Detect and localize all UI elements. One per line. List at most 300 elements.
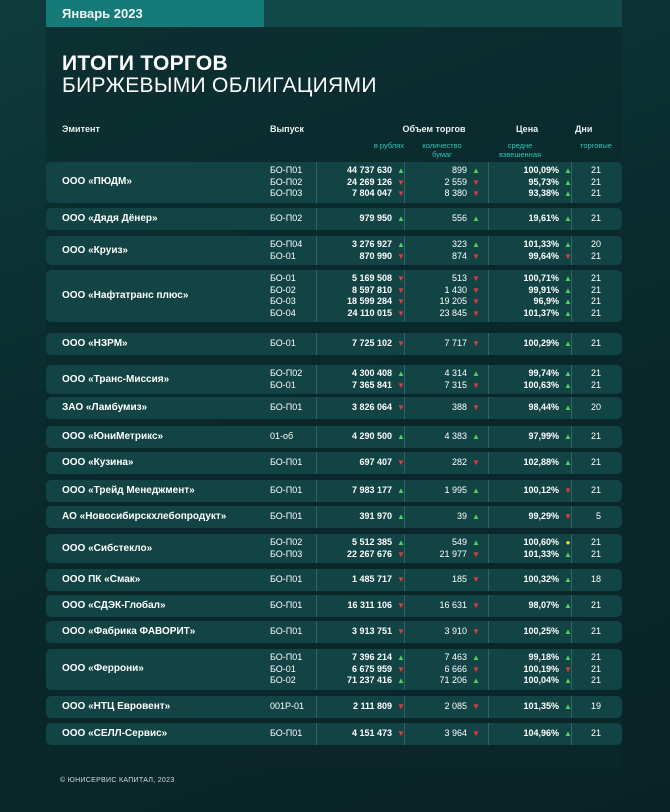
weighted-price-value: 96,9% [533, 296, 559, 306]
arrow-up-icon: ▲ [397, 538, 405, 547]
volume-qty [406, 664, 481, 675]
issue-code [270, 485, 302, 496]
weighted-price [490, 675, 573, 686]
volume-rub [318, 728, 406, 739]
volume-qty [406, 285, 481, 296]
trading-days [573, 485, 601, 496]
issue-code [270, 701, 304, 712]
weighted-price [490, 285, 573, 296]
issue-code [270, 213, 302, 224]
column-divider [488, 397, 489, 419]
issue-code [270, 574, 302, 585]
volume-qty [406, 574, 481, 585]
header-issuer: Эмитент [62, 124, 100, 134]
column-divider [316, 236, 317, 265]
volume-qty [406, 652, 481, 663]
volume-qty [406, 537, 481, 548]
arrow-up-icon: ▲ [397, 214, 405, 223]
trading-days-value: 20 [590, 239, 601, 249]
column-divider [316, 208, 317, 230]
arrow-up-icon: ▲ [397, 166, 405, 175]
arrow-up-icon: ▲ [564, 432, 572, 441]
weighted-price-value: 101,35% [523, 701, 559, 711]
volume-rub [318, 701, 406, 712]
volume-rub-value: 697 407 [359, 457, 392, 467]
issue-code [270, 511, 302, 522]
volume-qty [406, 511, 481, 522]
table-row [46, 236, 622, 265]
volume-qty [406, 549, 481, 560]
volume-rub-value: 870 990 [359, 250, 392, 261]
issuer-name: ООО «Феррони» [62, 663, 144, 675]
table-row [46, 595, 622, 617]
volume-qty-value: 7 315 [444, 379, 467, 390]
arrow-down-icon: ▼ [472, 403, 480, 412]
volume-rub-value: 4 300 408 [351, 368, 392, 378]
volume-rub-value: 5 169 508 [351, 273, 392, 283]
volume-rub-value: 24 110 015 [347, 307, 392, 318]
weighted-price-value: 101,37% [523, 307, 559, 318]
header-price-sub: средне взвешенная [498, 141, 542, 159]
issue-code-value: БО-01 [270, 663, 296, 674]
volume-rub [318, 664, 406, 675]
volume-qty-value: 513 [451, 273, 467, 283]
arrow-down-icon: ▼ [397, 177, 405, 187]
volume-qty-value: 549 [451, 537, 467, 547]
issue-code [270, 664, 296, 675]
issuer-name: ООО «ПЮДМ» [62, 176, 132, 188]
trading-days-value: 21 [590, 457, 601, 467]
weighted-price-value: 100,12% [523, 485, 559, 495]
issue-code [270, 165, 302, 176]
arrow-down-icon: ▼ [472, 339, 480, 348]
trading-days [573, 273, 601, 284]
volume-qty-value: 4 383 [444, 431, 467, 441]
issuer-name: АО «Новосибирскхлебопродукт» [62, 511, 227, 522]
trading-days-value: 20 [590, 402, 601, 412]
issue-code-value: БО-01 [270, 379, 296, 390]
issue-code-value: БО-П02 [270, 368, 303, 378]
column-divider [488, 480, 489, 502]
volume-qty-value: 323 [451, 239, 467, 249]
issue-code [270, 251, 296, 262]
trading-days-value: 21 [590, 176, 601, 187]
table-row [46, 506, 622, 528]
weighted-price [490, 728, 573, 739]
trading-days [573, 511, 601, 522]
column-divider [488, 452, 489, 474]
issue-code-value: БО-П01 [270, 652, 303, 662]
weighted-price [490, 549, 573, 560]
arrow-down-icon: ▼ [472, 702, 480, 711]
header-volume-qty: количество бумаг [422, 141, 462, 159]
volume-qty-value: 3 964 [444, 728, 467, 738]
weighted-price-value: 100,04% [523, 675, 559, 685]
trading-days [573, 457, 601, 468]
trading-days [573, 165, 601, 176]
arrow-down-icon: ▼ [397, 549, 405, 559]
trading-days [573, 213, 601, 224]
weighted-price [490, 273, 573, 284]
arrow-down-icon: ▼ [397, 627, 405, 636]
issue-code-value: БО-01 [270, 273, 296, 283]
arrow-up-icon: ▲ [397, 369, 405, 378]
arrow-down-icon: ▼ [472, 627, 480, 636]
arrow-down-icon: ▼ [472, 297, 480, 306]
column-divider [316, 534, 317, 563]
volume-qty-value: 7 463 [444, 652, 467, 662]
volume-rub [318, 537, 406, 548]
issue-code-value: БО-02 [270, 284, 296, 295]
volume-qty [406, 457, 481, 468]
column-divider [316, 480, 317, 502]
volume-qty [406, 239, 481, 250]
weighted-price-value: 99,29% [528, 511, 559, 521]
issue-code-value: БО-П01 [270, 728, 303, 738]
column-divider [316, 621, 317, 643]
weighted-price-value: 100,60% [523, 537, 559, 547]
volume-qty-value: 1 995 [444, 485, 467, 495]
volume-qty-value: 282 [451, 457, 467, 467]
trading-days-value: 21 [590, 307, 601, 318]
issue-code [270, 537, 302, 548]
trading-days-value: 21 [590, 485, 601, 495]
table-row [46, 333, 622, 355]
volume-qty-value: 6 666 [444, 663, 467, 674]
column-divider [488, 236, 489, 265]
arrow-down-icon: ▼ [397, 308, 405, 318]
volume-rub-value: 979 950 [359, 213, 392, 223]
header-days: Дни [575, 124, 593, 134]
volume-rub [318, 165, 406, 176]
arrow-up-icon: ▲ [564, 549, 572, 559]
weighted-price [490, 239, 573, 250]
column-divider [316, 569, 317, 591]
volume-qty [406, 600, 481, 611]
volume-rub [318, 251, 406, 262]
volume-qty-value: 556 [451, 213, 467, 223]
arrow-down-icon: ▼ [472, 380, 480, 390]
footer-copyright: © ЮНИСЕРВИС КАПИТАЛ, 2023 [60, 777, 175, 784]
column-divider [488, 534, 489, 563]
weighted-price-value: 19,61% [528, 213, 559, 223]
arrow-down-icon: ▼ [472, 308, 480, 318]
column-divider [316, 506, 317, 528]
issue-code-value: БО-02 [270, 675, 296, 685]
issue-code-value: БО-П02 [270, 213, 303, 223]
column-divider [488, 365, 489, 394]
arrow-up-icon: ▲ [564, 627, 572, 636]
issue-code-value: БО-П01 [270, 165, 303, 175]
volume-qty [406, 402, 481, 413]
weighted-price [490, 251, 573, 262]
arrow-down-icon: ▼ [472, 189, 480, 198]
trading-days-value: 21 [590, 652, 601, 662]
arrow-down-icon: ▼ [472, 274, 480, 283]
trading-days [573, 626, 601, 637]
weighted-price-value: 100,32% [523, 574, 559, 584]
header-volume: Объем торгов [402, 124, 466, 134]
column-divider [488, 426, 489, 448]
arrow-down-icon: ▼ [472, 251, 480, 261]
volume-qty-value: 23 845 [439, 307, 467, 318]
trading-days-value: 21 [590, 626, 601, 636]
volume-qty [406, 728, 481, 739]
weighted-price [490, 664, 573, 675]
column-divider [316, 333, 317, 355]
volume-rub [318, 368, 406, 379]
trading-days-value: 21 [590, 338, 601, 348]
volume-rub [318, 188, 406, 199]
arrow-up-icon: ▲ [397, 653, 405, 662]
table-row [46, 649, 622, 690]
arrow-down-icon: ▼ [397, 297, 405, 306]
trading-days [573, 549, 601, 560]
table-row [46, 162, 622, 203]
arrow-up-icon: ▲ [564, 189, 572, 198]
header-volume-rub: в рублях [373, 141, 404, 150]
arrow-down-icon: ▼ [397, 702, 405, 711]
issue-code-value: БО-П01 [270, 626, 303, 636]
weighted-price [490, 600, 573, 611]
arrow-up-icon: ▲ [564, 214, 572, 223]
weighted-price [490, 296, 573, 307]
arrow-up-icon: ▲ [472, 369, 480, 378]
table-row [46, 208, 622, 230]
arrow-down-icon: ▼ [397, 380, 405, 390]
weighted-price-value: 100,19% [523, 663, 559, 674]
issuer-name: ООО «Транс-Миссия» [62, 373, 170, 385]
arrow-up-icon: ▲ [564, 297, 572, 306]
page-subtitle: БИРЖЕВЫМИ ОБЛИГАЦИЯМИ [62, 74, 377, 97]
volume-rub [318, 338, 406, 349]
arrow-down-icon: ▼ [397, 274, 405, 283]
trading-days-value: 21 [590, 548, 601, 559]
column-divider [316, 723, 317, 745]
weighted-price-value: 100,29% [523, 338, 559, 348]
arrow-down-icon: ▼ [472, 601, 480, 610]
table-row [46, 569, 622, 591]
column-divider [316, 397, 317, 419]
weighted-price-value: 93,38% [528, 188, 559, 198]
trading-days [573, 701, 601, 712]
volume-rub-value: 8 597 810 [351, 284, 392, 295]
arrow-up-icon: ▲ [397, 676, 405, 685]
arrow-down-icon: ▼ [564, 486, 572, 495]
weighted-price [490, 485, 573, 496]
weighted-price [490, 368, 573, 379]
issue-code [270, 188, 302, 199]
weighted-price-value: 98,44% [528, 402, 559, 412]
column-divider [488, 506, 489, 528]
arrow-up-icon: ▲ [564, 702, 572, 711]
volume-rub [318, 285, 406, 296]
column-divider [316, 649, 317, 690]
volume-rub [318, 549, 406, 560]
volume-rub-value: 1 485 717 [351, 574, 392, 584]
arrow-up-icon: ▲ [564, 601, 572, 610]
arrow-down-icon: ▼ [472, 729, 480, 738]
issue-code-value: 01-об [270, 431, 294, 441]
arrow-down-icon: ▼ [472, 285, 480, 295]
volume-rub-value: 44 737 630 [346, 165, 392, 175]
column-divider [316, 452, 317, 474]
weighted-price-value: 101,33% [523, 239, 559, 249]
weighted-price-value: 95,73% [528, 176, 559, 187]
page-title: ИТОГИ ТОРГОВ [62, 52, 228, 75]
table-row [46, 534, 622, 563]
volume-qty [406, 701, 481, 712]
issue-code-value: БО-П01 [270, 511, 303, 521]
arrow-down-icon: ▼ [564, 664, 572, 674]
column-divider [316, 696, 317, 718]
column-divider [316, 426, 317, 448]
arrow-up-icon: ▲ [564, 166, 572, 175]
arrow-up-icon: ▲ [564, 274, 572, 283]
volume-rub [318, 273, 406, 284]
table-row [46, 480, 622, 502]
volume-qty-value: 899 [451, 165, 467, 175]
issuer-name: ООО «СЕЛЛ-Сервис» [62, 728, 168, 739]
volume-rub-value: 16 311 106 [347, 600, 392, 610]
volume-qty [406, 165, 481, 176]
column-divider [316, 270, 317, 322]
arrow-down-icon: ▼ [397, 403, 405, 412]
arrow-down-icon: ▼ [397, 285, 405, 295]
trading-days-value: 21 [590, 431, 601, 441]
volume-rub-value: 7 983 177 [351, 485, 392, 495]
trading-days-value: 21 [590, 379, 601, 390]
arrow-up-icon: ▲ [472, 538, 480, 547]
weighted-price [490, 626, 573, 637]
volume-rub [318, 239, 406, 250]
issue-code-value: БО-П02 [270, 176, 303, 187]
volume-rub [318, 457, 406, 468]
volume-qty [406, 380, 481, 391]
arrow-down-icon: ▼ [397, 601, 405, 610]
column-divider [488, 621, 489, 643]
arrow-down-icon: ▼ [397, 575, 405, 584]
arrow-down-icon: ▼ [472, 549, 480, 559]
volume-rub-value: 4 151 473 [351, 728, 392, 738]
trading-days [573, 285, 601, 296]
arrow-up-icon: ▲ [472, 512, 480, 521]
column-divider [488, 595, 489, 617]
arrow-up-icon: ▲ [472, 166, 480, 175]
volume-qty [406, 213, 481, 224]
issue-code-value: БО-П01 [270, 600, 303, 610]
weighted-price-value: 101,33% [523, 548, 559, 559]
arrow-down-icon: ▼ [472, 664, 480, 674]
volume-qty-value: 185 [451, 574, 467, 584]
trading-days [573, 537, 601, 548]
issuer-name: ООО «НЗРМ» [62, 338, 128, 349]
issue-code [270, 675, 296, 686]
arrow-up-icon: ▲ [472, 214, 480, 223]
trading-days-value: 21 [590, 273, 601, 283]
volume-rub-value: 3 276 927 [351, 239, 392, 249]
volume-rub-value: 24 269 126 [346, 176, 392, 187]
volume-rub-value: 6 675 959 [351, 663, 392, 674]
volume-rub-value: 7 365 841 [351, 379, 392, 390]
volume-rub-value: 7 396 214 [351, 652, 392, 662]
volume-qty-value: 7 717 [444, 338, 467, 348]
weighted-price-value: 99,74% [528, 368, 559, 378]
volume-rub-value: 7 725 102 [351, 338, 392, 348]
weighted-price [490, 402, 573, 413]
issuer-name: ООО «Дядя Дёнер» [62, 213, 158, 224]
issue-code-value: БО-П02 [270, 537, 303, 547]
issuer-name: ЗАО «Ламбумиз» [62, 402, 148, 413]
weighted-price [490, 213, 573, 224]
weighted-price-value: 99,18% [528, 652, 559, 662]
arrow-up-icon: ▲ [564, 308, 572, 318]
weighted-price [490, 457, 573, 468]
issue-code [270, 308, 296, 319]
issue-code-value: БО-П03 [270, 548, 303, 559]
volume-qty-value: 874 [451, 250, 467, 261]
volume-rub-value: 71 237 416 [346, 675, 392, 685]
trading-days [573, 600, 601, 611]
arrow-up-icon: ▲ [397, 486, 405, 495]
volume-qty [406, 251, 481, 262]
arrow-up-icon: ▲ [564, 403, 572, 412]
arrow-up-icon: ▲ [564, 240, 572, 249]
arrow-up-icon: ▲ [564, 458, 572, 467]
issue-code-value: БО-П01 [270, 574, 303, 584]
trading-days-value: 18 [590, 574, 601, 584]
table-row [46, 452, 622, 474]
issue-code [270, 431, 293, 442]
arrow-down-icon: ▼ [472, 458, 480, 467]
column-divider [488, 723, 489, 745]
issue-code [270, 285, 296, 296]
volume-qty-value: 39 [456, 511, 467, 521]
dot-icon: ● [565, 538, 571, 547]
arrow-up-icon: ▲ [472, 240, 480, 249]
volume-rub [318, 626, 406, 637]
trading-days-value: 5 [595, 511, 601, 521]
volume-qty-value: 1 430 [444, 284, 467, 295]
arrow-down-icon: ▼ [472, 177, 480, 187]
issue-code-value: БО-04 [270, 307, 296, 318]
issue-code [270, 296, 296, 307]
volume-rub-value: 5 512 385 [351, 537, 392, 547]
issuer-name: ООО «Нафтатранс плюс» [62, 290, 189, 301]
volume-qty [406, 368, 481, 379]
arrow-up-icon: ▲ [472, 653, 480, 662]
issue-code [270, 626, 302, 637]
trading-days-value: 21 [590, 600, 601, 610]
arrow-up-icon: ▲ [564, 729, 572, 738]
volume-rub [318, 402, 406, 413]
column-divider [488, 162, 489, 203]
column-divider [488, 208, 489, 230]
header-strip [264, 0, 622, 27]
table-row [46, 426, 622, 448]
issue-code [270, 273, 296, 284]
issue-code-value: 001Р-01 [270, 701, 305, 711]
issue-code [270, 728, 302, 739]
column-divider [488, 696, 489, 718]
issuer-name: ООО «Трейд Менеджмент» [62, 485, 195, 496]
weighted-price [490, 431, 573, 442]
issue-code-value: БО-П04 [270, 239, 303, 249]
arrow-up-icon: ▲ [397, 240, 405, 249]
volume-rub [318, 380, 406, 391]
column-divider [316, 365, 317, 394]
arrow-down-icon: ▼ [472, 575, 480, 584]
